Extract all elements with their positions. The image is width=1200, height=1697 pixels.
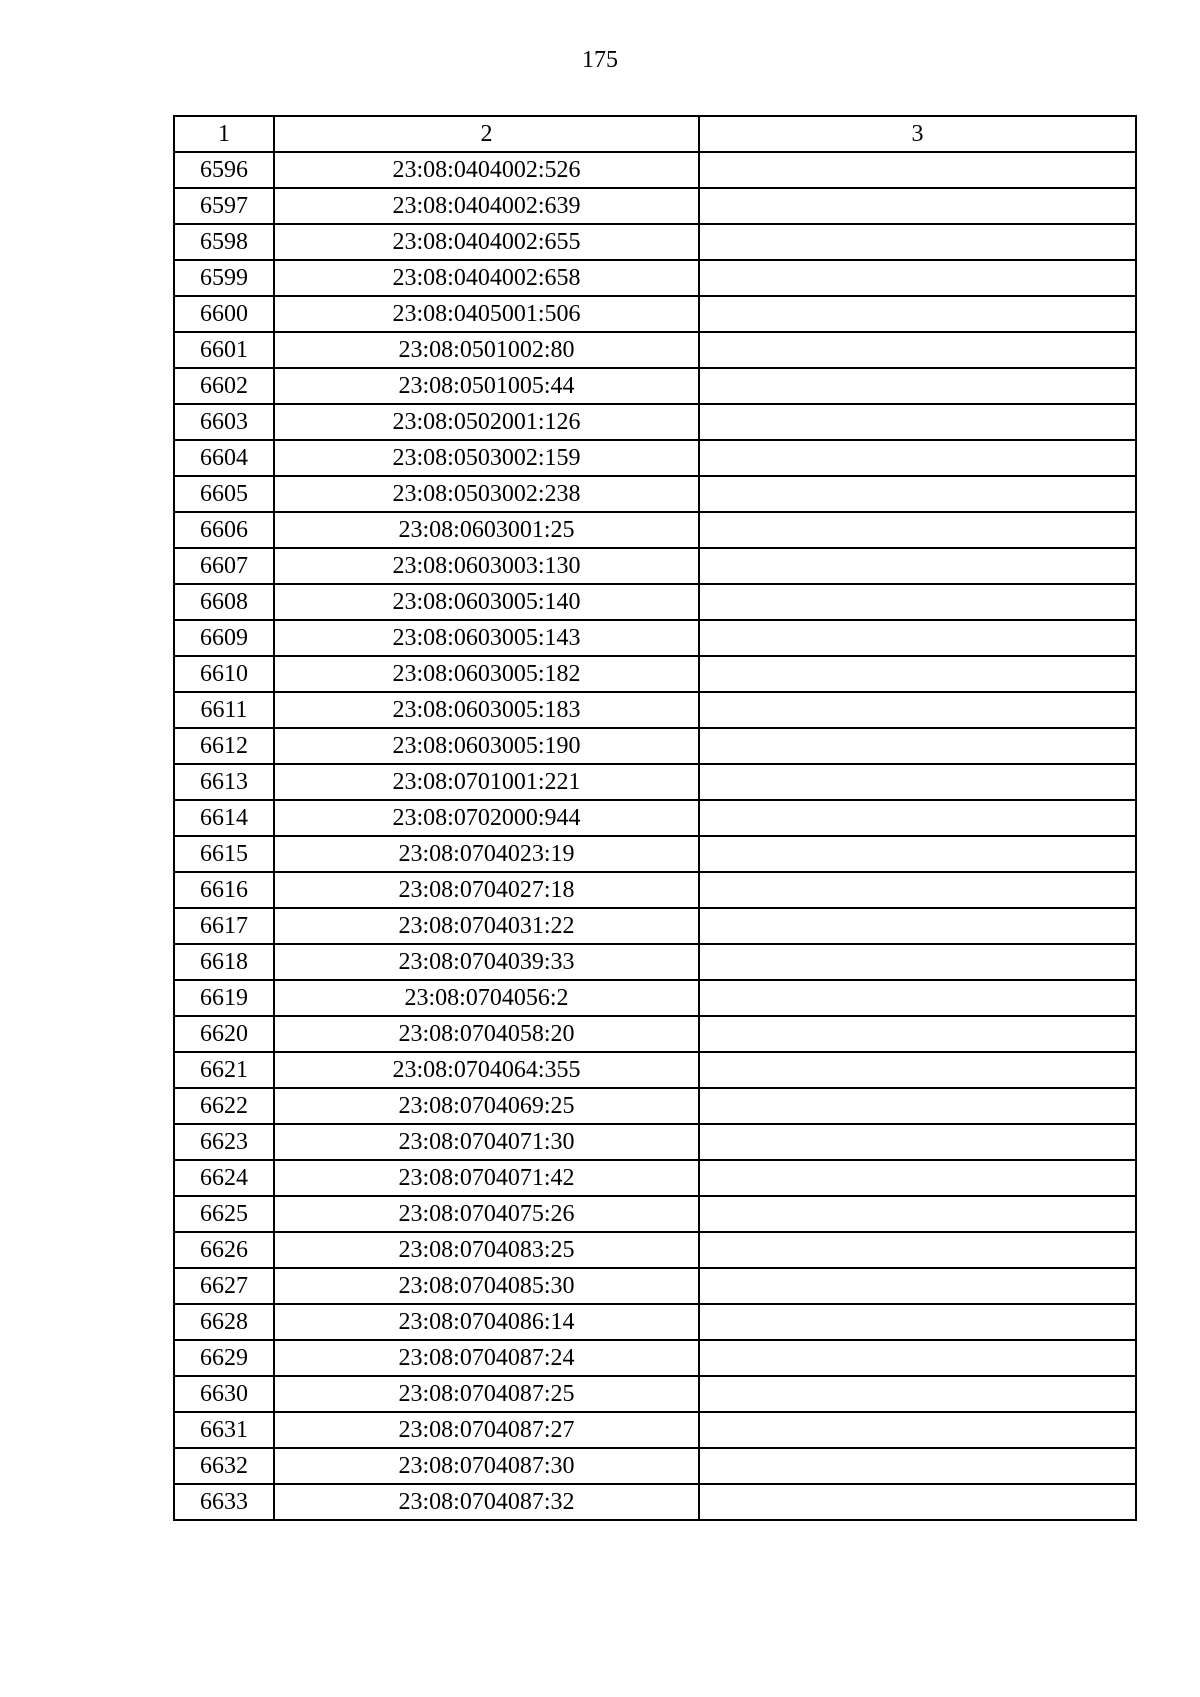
row-number-cell: 6606 [174,512,274,548]
row-number-cell: 6631 [174,1412,274,1448]
cadastral-number-cell: 23:08:0704064:355 [274,1052,699,1088]
note-cell [699,260,1136,296]
row-number-cell: 6621 [174,1052,274,1088]
note-cell [699,800,1136,836]
note-cell [699,1232,1136,1268]
table-row [174,980,1136,1016]
row-number-cell: 6617 [174,908,274,944]
cadastral-number-cell: 23:08:0704087:25 [274,1376,699,1412]
row-number-cell: 6611 [174,692,274,728]
table-row [174,620,1136,656]
table-row [174,152,1136,188]
row-number-cell: 6623 [174,1124,274,1160]
note-cell [699,476,1136,512]
cadastral-number-cell: 23:08:0404002:639 [274,188,699,224]
table-row [174,512,1136,548]
header-cell-3: 3 [699,116,1136,152]
note-cell [699,1016,1136,1052]
row-number-cell: 6618 [174,944,274,980]
note-cell [699,692,1136,728]
note-cell [699,1124,1136,1160]
note-cell [699,1448,1136,1484]
table-row [174,1016,1136,1052]
note-cell [699,512,1136,548]
note-cell [699,1088,1136,1124]
row-number-cell: 6630 [174,1376,274,1412]
note-cell [699,296,1136,332]
row-number-cell: 6607 [174,548,274,584]
header-cell-2: 2 [274,116,699,152]
note-cell [699,1412,1136,1448]
table-row [174,1376,1136,1412]
row-number-cell: 6609 [174,620,274,656]
row-number-cell: 6614 [174,800,274,836]
table-row [174,764,1136,800]
table-row [174,1160,1136,1196]
cadastral-number-cell: 23:08:0603005:140 [274,584,699,620]
note-cell [699,620,1136,656]
table-row [174,584,1136,620]
cadastral-number-cell: 23:08:0501005:44 [274,368,699,404]
cadastral-number-cell: 23:08:0603005:182 [274,656,699,692]
header-cell-1: 1 [174,116,274,152]
row-number-cell: 6632 [174,1448,274,1484]
table-row [174,872,1136,908]
cadastral-number-cell: 23:08:0704085:30 [274,1268,699,1304]
note-cell [699,440,1136,476]
row-number-cell: 6625 [174,1196,274,1232]
table-row [174,1412,1136,1448]
row-number-cell: 6598 [174,224,274,260]
row-number-cell: 6619 [174,980,274,1016]
table-row [174,188,1136,224]
row-number-cell: 6629 [174,1340,274,1376]
table-row [174,728,1136,764]
row-number-cell: 6601 [174,332,274,368]
row-number-cell: 6633 [174,1484,274,1520]
cadastral-number-cell: 23:08:0702000:944 [274,800,699,836]
note-cell [699,836,1136,872]
table-row [174,800,1136,836]
row-number-cell: 6602 [174,368,274,404]
note-cell [699,584,1136,620]
row-number-cell: 6597 [174,188,274,224]
row-number-cell: 6599 [174,260,274,296]
cadastral-number-cell: 23:08:0704039:33 [274,944,699,980]
cadastral-number-cell: 23:08:0502001:126 [274,404,699,440]
cadastral-number-cell: 23:08:0704027:18 [274,872,699,908]
row-number-cell: 6616 [174,872,274,908]
cadastral-number-cell: 23:08:0603001:25 [274,512,699,548]
cadastral-number-cell: 23:08:0503002:159 [274,440,699,476]
cadastral-number-cell: 23:08:0704087:32 [274,1484,699,1520]
table-row [174,1268,1136,1304]
row-number-cell: 6612 [174,728,274,764]
table-row [174,1304,1136,1340]
row-number-cell: 6622 [174,1088,274,1124]
cadastral-number-cell: 23:08:0701001:221 [274,764,699,800]
table-row [174,1088,1136,1124]
row-number-cell: 6615 [174,836,274,872]
row-number-cell: 6624 [174,1160,274,1196]
cadastral-number-cell: 23:08:0704058:20 [274,1016,699,1052]
note-cell [699,1052,1136,1088]
note-cell [699,332,1136,368]
note-cell [699,1196,1136,1232]
cadastral-number-cell: 23:08:0603003:130 [274,548,699,584]
table-row [174,548,1136,584]
cadastral-number-cell: 23:08:0704031:22 [274,908,699,944]
table-row [174,368,1136,404]
note-cell [699,152,1136,188]
note-cell [699,1376,1136,1412]
cadastral-number-cell: 23:08:0704071:42 [274,1160,699,1196]
table-row [174,944,1136,980]
table-row [174,224,1136,260]
cadastral-number-cell: 23:08:0704075:26 [274,1196,699,1232]
table-row [174,1052,1136,1088]
cadastral-number-cell: 23:08:0704087:30 [274,1448,699,1484]
note-cell [699,368,1136,404]
row-number-cell: 6608 [174,584,274,620]
note-cell [699,188,1136,224]
cadastral-number-cell: 23:08:0603005:143 [274,620,699,656]
row-number-cell: 6610 [174,656,274,692]
cadastral-number-cell: 23:08:0405001:506 [274,296,699,332]
cadastral-number-cell: 23:08:0603005:190 [274,728,699,764]
table-row [174,692,1136,728]
row-number-cell: 6627 [174,1268,274,1304]
cadastral-number-cell: 23:08:0704086:14 [274,1304,699,1340]
table-row [174,908,1136,944]
table-row [174,1448,1136,1484]
cadastral-number-cell: 23:08:0404002:658 [274,260,699,296]
note-cell [699,1160,1136,1196]
note-cell [699,908,1136,944]
cadastral-number-cell: 23:08:0704071:30 [274,1124,699,1160]
note-cell [699,1268,1136,1304]
note-cell [699,1340,1136,1376]
table-row [174,1484,1136,1520]
note-cell [699,728,1136,764]
note-cell [699,1484,1136,1520]
cadastral-number-cell: 23:08:0704069:25 [274,1088,699,1124]
note-cell [699,656,1136,692]
table-row [174,1340,1136,1376]
row-number-cell: 6605 [174,476,274,512]
row-number-cell: 6620 [174,1016,274,1052]
table-row [174,476,1136,512]
note-cell [699,548,1136,584]
cadastral-number-cell: 23:08:0603005:183 [274,692,699,728]
header-row [174,116,1136,152]
table-row [174,440,1136,476]
note-cell [699,980,1136,1016]
table-row [174,1232,1136,1268]
table-row [174,296,1136,332]
note-cell [699,872,1136,908]
table-row [174,404,1136,440]
table-row [174,656,1136,692]
cadastral-number-cell: 23:08:0404002:526 [274,152,699,188]
cadastral-number-cell: 23:08:0503002:238 [274,476,699,512]
table-row [174,332,1136,368]
note-cell [699,1304,1136,1340]
registry-table [173,115,1137,1521]
row-number-cell: 6596 [174,152,274,188]
table-header [174,116,1136,152]
row-number-cell: 6628 [174,1304,274,1340]
table-body [174,152,1136,1520]
table-row [174,1196,1136,1232]
note-cell [699,764,1136,800]
page-number: 175 [582,47,618,73]
row-number-cell: 6613 [174,764,274,800]
row-number-cell: 6604 [174,440,274,476]
row-number-cell: 6600 [174,296,274,332]
cadastral-number-cell: 23:08:0501002:80 [274,332,699,368]
cadastral-number-cell: 23:08:0704087:27 [274,1412,699,1448]
note-cell [699,944,1136,980]
table-row [174,1124,1136,1160]
cadastral-number-cell: 23:08:0704056:2 [274,980,699,1016]
cadastral-number-cell: 23:08:0404002:655 [274,224,699,260]
row-number-cell: 6603 [174,404,274,440]
note-cell [699,224,1136,260]
row-number-cell: 6626 [174,1232,274,1268]
table-row [174,836,1136,872]
cadastral-number-cell: 23:08:0704087:24 [274,1340,699,1376]
cadastral-number-cell: 23:08:0704023:19 [274,836,699,872]
note-cell [699,404,1136,440]
table-row [174,260,1136,296]
cadastral-number-cell: 23:08:0704083:25 [274,1232,699,1268]
